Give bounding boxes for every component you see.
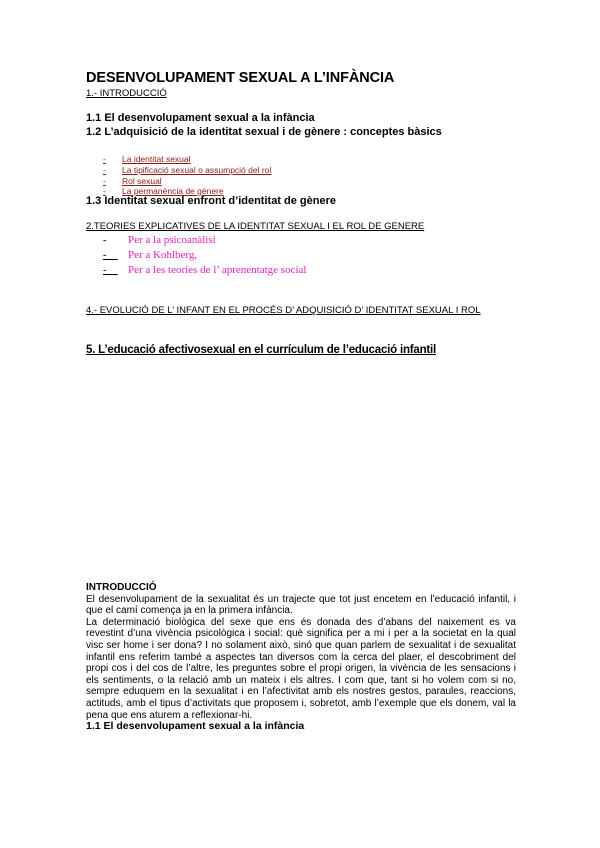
list-dash-icon: - bbox=[103, 165, 106, 175]
toc-sub-item[interactable] bbox=[103, 176, 162, 186]
paragraph: El desenvolupament de la sexualitat és un trajecte que tot just encetem en l’educació infantil, i que el camí comença ja en la primera infància. bbox=[86, 593, 516, 617]
toc-sub-item[interactable] bbox=[103, 154, 191, 164]
list-dash-icon: - bbox=[103, 176, 106, 186]
section-heading-1-1: 1.1 El desenvolupament sexual a la infància bbox=[86, 720, 305, 733]
sub-item-label[interactable]: La permanència de gènere bbox=[122, 186, 224, 196]
theory-item bbox=[103, 249, 197, 261]
theory-label: Per a Kohlberg, bbox=[128, 249, 198, 261]
theory-item bbox=[103, 234, 216, 246]
list-dash-icon: - bbox=[103, 264, 118, 276]
toc-sub-item[interactable] bbox=[103, 165, 271, 175]
paragraph: La determinació biològica del sexe que ens és donada des d’abans del naixement es va revestint d’una vivència psicològica i social: què significa per a mi i per a la societat en la qual visc ser home i ser dona? I no solament això, sinó que quan parlem de sexualitat i de sexualitat infantil ens referim també a aspectes tan diversos com la cerca del plaer, el descobriment del propi cos i del cos de l’altre, les preguntes sobre el propi origen, la vivència de les sensacions i els sentiments, o la relació amb un mateix i els altres. I com que, tant si ho volem com si no, sempre eduquem en la sexualitat i en l’afectivitat amb els nostres gestos, paraules, reaccions, actituds, amb el tipus d’activitats que proposem i, sobretot, amb l’exemple que els donem, val la pena que ens aturem a reflexionar-hi. bbox=[86, 616, 516, 721]
document-title: DESENVOLUPAMENT SEXUAL A L’INFÀNCIA bbox=[86, 70, 395, 86]
sub-item-label[interactable]: Rol sexual bbox=[122, 176, 162, 186]
toc-heading-1-3: 1.3 Identitat sexual enfront d’identitat de gènere bbox=[86, 195, 336, 207]
theory-label: Per a la psicoanàlisi bbox=[128, 234, 216, 246]
list-dash-icon: - bbox=[103, 234, 107, 246]
toc-heading-1-2: 1.2 L’adquisició de la identitat sexual i de gènere : conceptes bàsics bbox=[86, 126, 442, 138]
theory-label: Per a les teories de l’ aprenentatge social bbox=[128, 264, 307, 276]
toc-section-2-link[interactable]: 2.TEORIES EXPLICATIVES DE LA IDENTITAT SEXUAL I EL ROL DE GENERE bbox=[86, 221, 425, 232]
toc-intro-link[interactable]: 1.- INTRODUCCIÓ bbox=[86, 88, 167, 99]
sub-item-label[interactable]: La identitat sexual bbox=[122, 154, 191, 164]
list-dash-icon: - bbox=[103, 186, 106, 196]
list-dash-icon: - bbox=[103, 154, 106, 164]
toc-section-4-link[interactable]: 4.- EVOLUCIÓ DE L’ INFANT EN EL PROCÉS D’ ADQUISICIÓ D’ IDENTITAT SEXUAL I ROL bbox=[86, 305, 481, 316]
list-dash-icon: - bbox=[103, 249, 118, 261]
theory-item bbox=[103, 264, 306, 276]
body-text bbox=[86, 582, 516, 733]
intro-heading: INTRODUCCIÓ bbox=[86, 582, 157, 593]
sub-item-label[interactable]: La tipificació sexual o assumpció del rol bbox=[122, 165, 272, 175]
toc-section-5-link[interactable]: 5. L’educació afectivosexual en el currículum de l’educació infantil bbox=[86, 344, 437, 356]
toc-heading-1-1: 1.1 El desenvolupament sexual a la infància bbox=[86, 112, 315, 124]
